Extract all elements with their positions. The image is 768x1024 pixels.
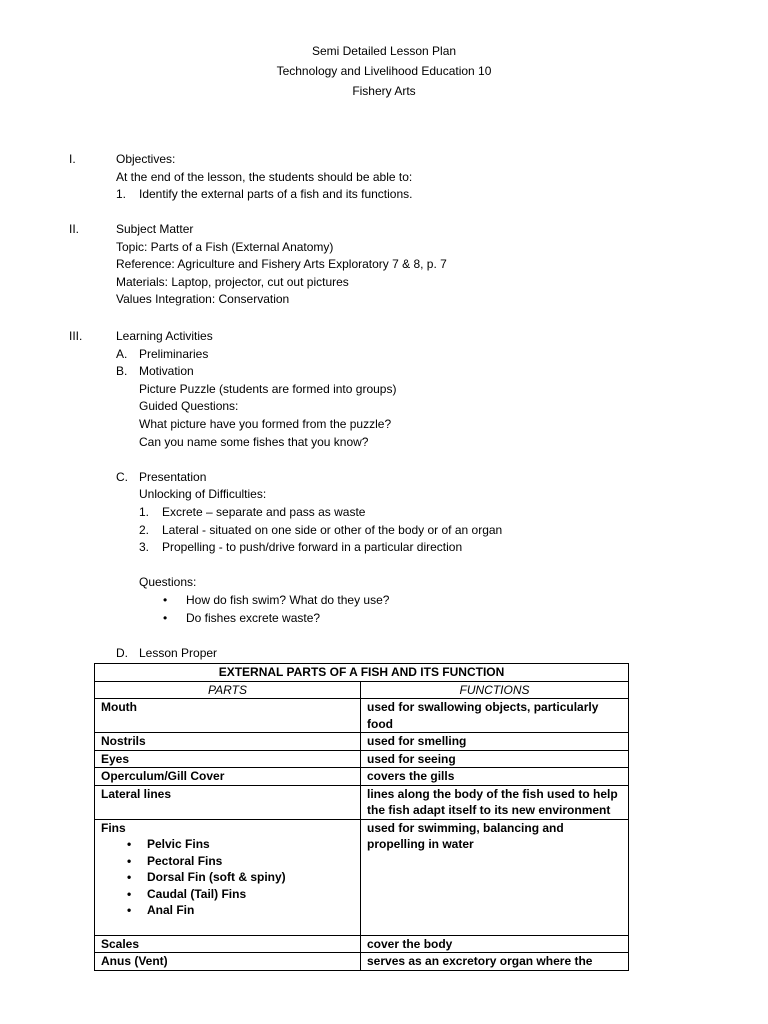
part-cell: Nostrils: [95, 733, 361, 751]
term-item: 1. Excrete – separate and pass as waste: [139, 504, 366, 519]
table-row: [95, 953, 629, 971]
fish-parts-table: [94, 663, 629, 971]
part-cell: Fins • Pelvic Fins • Pectoral Fins • Dorsal Fin (soft & spiny) • Caudal (Tail) Fins • Anal Fin: [95, 819, 361, 935]
activity-b: B. Motivation: [116, 364, 194, 379]
function-cell: cover the body: [361, 935, 629, 953]
section-numeral: I.: [69, 152, 76, 166]
activity-a: A. Preliminaries: [116, 346, 209, 361]
objective-item: 1. Identify the external parts of a fish and its functions.: [116, 187, 413, 202]
part-cell: Anus (Vent): [95, 953, 361, 971]
function-cell: used for swallowing objects, particularly food: [361, 699, 629, 733]
values-line: Values Integration: Conservation: [116, 292, 290, 307]
materials-line: Materials: Laptop, projector, cut out pictures: [116, 274, 349, 289]
function-cell: lines along the body of the fish used to help the fish adapt itself to its new environment: [361, 785, 629, 819]
function-cell: used for seeing: [361, 750, 629, 768]
term-item: 3. Propelling - to push/drive forward in a particular direction: [139, 540, 463, 555]
table-row: [95, 935, 629, 953]
bullet-icon: •: [163, 592, 168, 607]
table-row: [95, 699, 629, 733]
column-header-functions: FUNCTIONS: [361, 681, 629, 699]
function-cell: serves as an excretory organ where the: [361, 953, 629, 971]
part-cell: Eyes: [95, 750, 361, 768]
fin-item: • Dorsal Fin (soft & spiny): [101, 869, 354, 886]
unlocking-label: Unlocking of Difficulties:: [139, 487, 267, 502]
motivation-line: Can you name some fishes that you know?: [139, 434, 369, 449]
table-row: [95, 750, 629, 768]
function-cell: covers the gills: [361, 768, 629, 786]
section-numeral: II.: [69, 222, 80, 236]
table-row: [95, 819, 629, 935]
question-item: • How do fish swim? What do they use?: [116, 592, 676, 610]
section-heading: Objectives:: [116, 152, 176, 166]
bullet-icon: •: [163, 610, 168, 625]
table-row: [95, 768, 629, 786]
table-title: EXTERNAL PARTS OF A FISH AND ITS FUNCTION: [95, 664, 629, 682]
section-heading: Learning Activities: [116, 329, 213, 343]
document-header: [0, 43, 768, 103]
motivation-line: Guided Questions:: [139, 399, 239, 414]
question-item: • Do fishes excrete waste?: [116, 610, 676, 628]
term-item: 2. Lateral - situated on one side or other of the body or of an organ: [139, 522, 503, 537]
table-row: [95, 785, 629, 819]
part-cell: Lateral lines: [95, 785, 361, 819]
section-numeral: III.: [69, 329, 83, 343]
questions-label: Questions:: [139, 575, 197, 590]
column-header-parts: PARTS: [95, 681, 361, 699]
part-cell: Scales: [95, 935, 361, 953]
fin-item: • Pectoral Fins: [101, 853, 354, 870]
document-subject: Technology and Livelihood Education 10: [276, 64, 492, 78]
topic-line: Topic: Parts of a Fish (External Anatomy): [116, 239, 334, 254]
document-title: Semi Detailed Lesson Plan: [311, 44, 457, 58]
activity-d: D. Lesson Proper: [116, 645, 218, 660]
document-course: Fishery Arts: [352, 84, 416, 98]
reference-line: Reference: Agriculture and Fishery Arts Exploratory 7 & 8, p. 7: [116, 257, 447, 272]
fin-item: • Pelvic Fins: [101, 836, 354, 853]
objectives-intro: At the end of the lesson, the students should be able to:: [116, 169, 413, 184]
fin-list: [101, 836, 354, 919]
motivation-line: What picture have you formed from the puzzle?: [139, 416, 392, 431]
motivation-line: Picture Puzzle (students are formed into groups): [139, 381, 397, 396]
fin-item: • Anal Fin: [101, 902, 354, 919]
activity-c: C. Presentation: [116, 469, 207, 484]
table-row: [95, 733, 629, 751]
fin-item: • Caudal (Tail) Fins: [101, 886, 354, 903]
part-cell: Mouth: [95, 699, 361, 733]
section-heading: Subject Matter: [116, 222, 194, 236]
part-cell: Operculum/Gill Cover: [95, 768, 361, 786]
function-cell: used for smelling: [361, 733, 629, 751]
function-cell: used for swimming, balancing and propelling in water: [361, 819, 629, 935]
